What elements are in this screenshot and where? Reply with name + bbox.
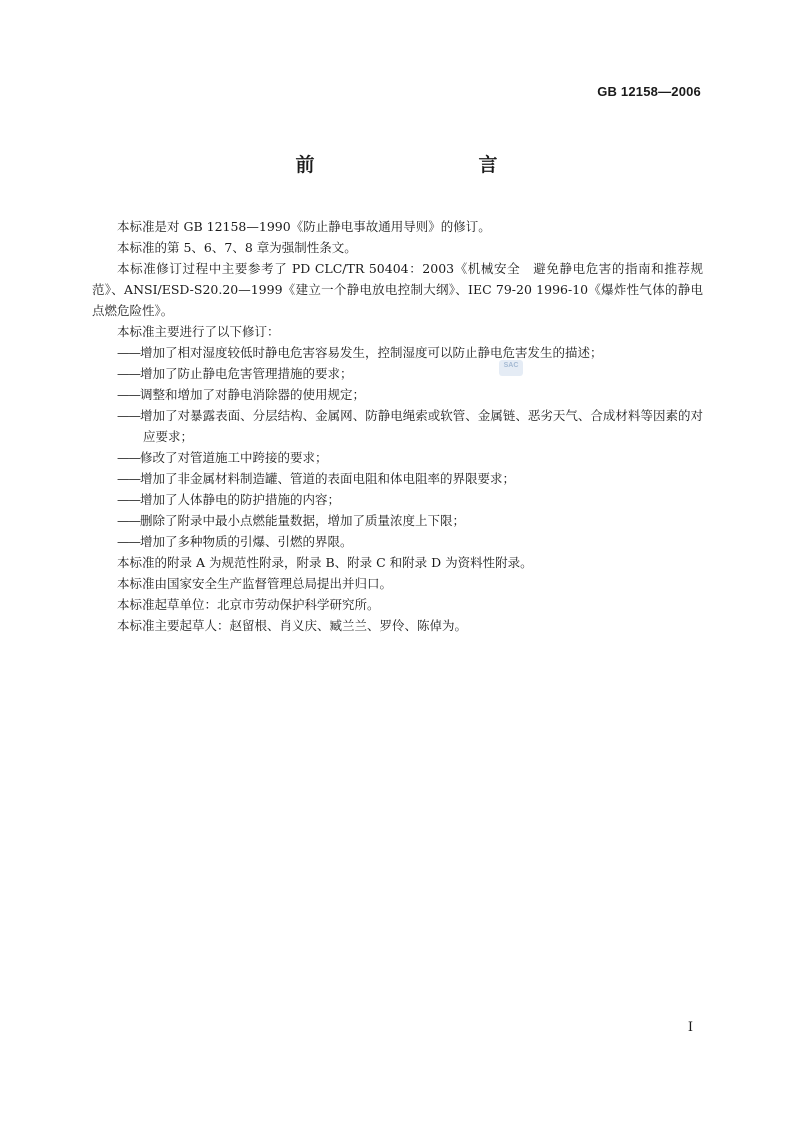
standard-code: GB 12158—2006 <box>597 84 701 99</box>
page-number: I <box>687 1020 693 1035</box>
paragraph-mandatory-clauses: 本标准的第 5、6、7、8 章为强制性条文。 <box>117 240 357 255</box>
revision-item <box>92 489 703 510</box>
revision-list <box>92 342 703 552</box>
dash-marker: —— <box>117 387 140 402</box>
paragraph-revision-of: 本标准是对 GB 12158—1990《防止静电事故通用导则》的修订。 <box>117 219 491 234</box>
revision-text: 增加了相对湿度较低时静电危害容易发生，控制湿度可以防止静电危害发生的描述； <box>140 345 603 360</box>
revision-text: 修改了对管道施工中跨接的要求； <box>140 450 328 465</box>
paragraph-drafting-unit: 本标准起草单位：北京市劳动保护科学研究所。 <box>117 597 380 612</box>
dash-marker: —— <box>117 408 140 423</box>
dash-marker: —— <box>117 471 140 486</box>
dash-marker: —— <box>117 492 140 507</box>
paragraph-references: 本标准修订过程中主要参考了 PD CLC/TR 50404：2003《机械安全 避免静电危害的指南和推荐规范》、ANSI/ESD-S20.20—1999《建立一个静电放电控制大纲》、IEC 79-20 1996-10《爆炸性气体的静电点燃危险性》。 <box>92 261 703 318</box>
revision-item <box>92 384 703 405</box>
revision-text: 增加了非金属材料制造罐、管道的表面电阻和体电阻率的界限要求； <box>140 471 516 486</box>
dash-marker: —— <box>117 450 140 465</box>
revision-item <box>92 531 703 552</box>
dash-marker: —— <box>117 513 140 528</box>
paragraph-annexes: 本标准的附录 A 为规范性附录，附录 B、附录 C 和附录 D 为资料性附录。 <box>117 555 533 570</box>
revision-text: 增加了多种物质的引爆、引燃的界限。 <box>140 534 353 549</box>
revision-item <box>92 447 703 468</box>
revision-item <box>92 510 703 531</box>
page-title: 前 言 <box>295 154 540 176</box>
watermark-text: SAC <box>503 362 519 369</box>
dash-marker: —— <box>117 345 140 360</box>
paragraph-drafters: 本标准主要起草人：赵留根、肖义庆、臧兰兰、罗伶、陈倬为。 <box>117 618 468 633</box>
revision-text: 删除了附录中最小点燃能量数据，增加了质量浓度上下限； <box>140 513 466 528</box>
paragraph-revisions-intro: 本标准主要进行了以下修订： <box>117 324 280 339</box>
revision-item <box>92 405 703 447</box>
revision-text: 增加了人体静电的防护措施的内容； <box>140 492 341 507</box>
revision-item <box>92 342 703 363</box>
dash-marker: —— <box>117 366 140 381</box>
sac-watermark-logo <box>499 360 523 376</box>
revision-text: 增加了对暴露表面、分层结构、金属网、防静电绳索或软管、金属链、恶劣天气、合成材料等因素的对应要求； <box>140 408 703 444</box>
revision-text: 增加了防止静电危害管理措施的要求； <box>140 366 353 381</box>
revision-item <box>92 363 703 384</box>
revision-text: 调整和增加了对静电消除器的使用规定； <box>140 387 366 402</box>
revision-item <box>92 468 703 489</box>
paragraph-proposed-by: 本标准由国家安全生产监督管理总局提出并归口。 <box>117 576 393 591</box>
dash-marker: —— <box>117 534 140 549</box>
foreword-body <box>92 216 703 636</box>
